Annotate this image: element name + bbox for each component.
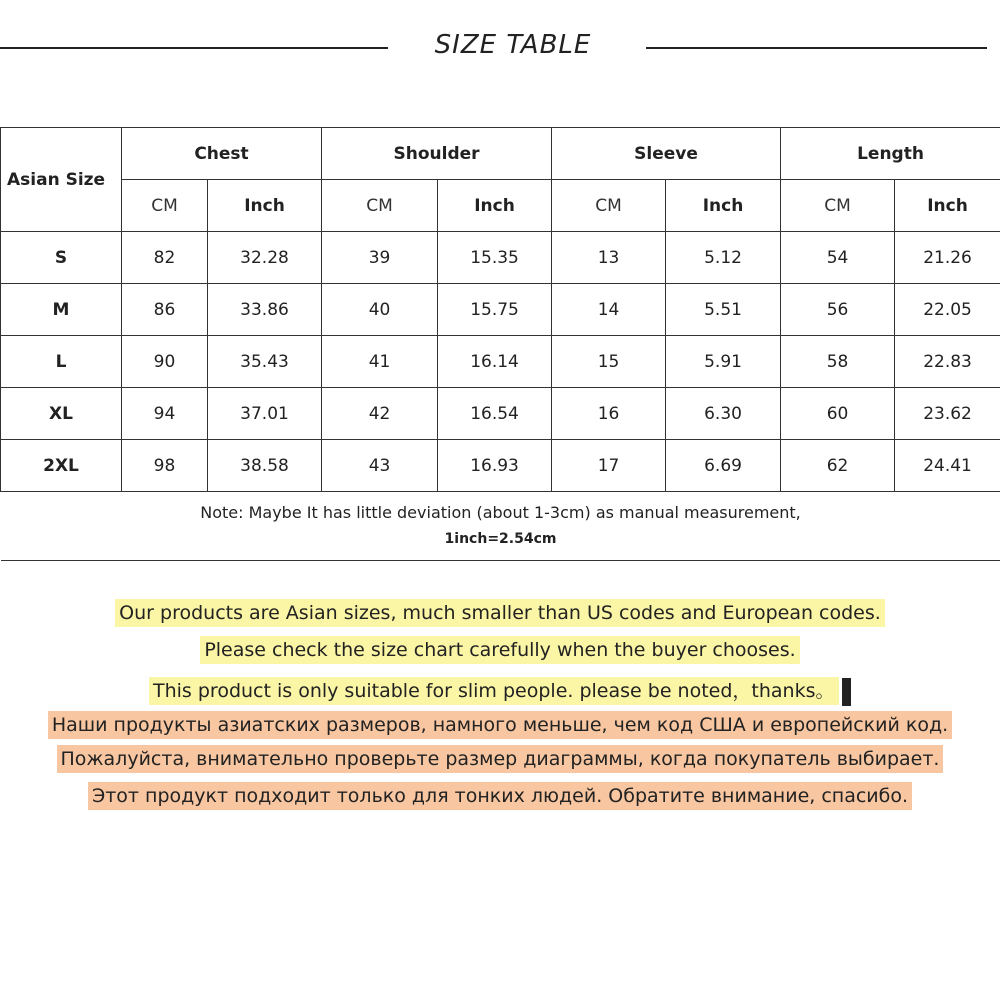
table-note-row (1, 492, 1000, 561)
measurement-cell: 14 (552, 284, 666, 336)
unit-header: Inch (208, 180, 322, 232)
size-label: M (1, 284, 122, 336)
notice-en-1: Our products are Asian sizes, much smaller than US codes and European codes. (0, 602, 1000, 624)
size-label: S (1, 232, 122, 284)
measurement-cell: 16.93 (438, 440, 552, 492)
table-header-groups (1, 128, 1000, 180)
asian-size-header: Asian Size (1, 128, 122, 232)
measurement-cell: 5.51 (666, 284, 781, 336)
size-label: 2XL (1, 440, 122, 492)
table-row (1, 284, 1000, 336)
note-line-1: Note: Maybe It has little deviation (about 1-3cm) as manual measurement, (200, 503, 801, 522)
unit-header: Inch (666, 180, 781, 232)
measurement-cell: 22.05 (895, 284, 1000, 336)
table-note (1, 492, 1000, 561)
unit-header: CM (322, 180, 438, 232)
measurement-cell: 37.01 (208, 388, 322, 440)
unit-header: Inch (438, 180, 552, 232)
table-row (1, 440, 1000, 492)
measurement-cell: 17 (552, 440, 666, 492)
measurement-cell: 21.26 (895, 232, 1000, 284)
measurement-cell: 16.14 (438, 336, 552, 388)
measurement-cell: 94 (122, 388, 208, 440)
unit-header: CM (122, 180, 208, 232)
measurement-cell: 82 (122, 232, 208, 284)
measurement-cell: 6.30 (666, 388, 781, 440)
measurement-cell: 60 (781, 388, 895, 440)
measurement-cell: 98 (122, 440, 208, 492)
measurement-cell: 42 (322, 388, 438, 440)
group-header-chest: Chest (122, 128, 322, 180)
measurement-cell: 15.75 (438, 284, 552, 336)
measurement-cell: 41 (322, 336, 438, 388)
measurement-cell: 15 (552, 336, 666, 388)
measurement-cell: 32.28 (208, 232, 322, 284)
measurement-cell: 16 (552, 388, 666, 440)
measurement-cell: 22.83 (895, 336, 1000, 388)
measurement-cell: 40 (322, 284, 438, 336)
notice-ru-3: Этот продукт подходит только для тонких людей. Обратите внимание, спасибо. (0, 785, 1000, 807)
measurement-cell: 5.12 (666, 232, 781, 284)
table-row (1, 336, 1000, 388)
measurement-cell: 54 (781, 232, 895, 284)
text-cursor (842, 678, 852, 706)
page-title: SIZE TABLE (434, 30, 592, 60)
measurement-cell: 62 (781, 440, 895, 492)
notice-en-3: This product is only suitable for slim people. please be noted，thanks。 (0, 676, 1000, 706)
notice-ru-2: Пожалуйста, внимательно проверьте размер диаграммы, когда покупатель выбирает. (0, 748, 1000, 770)
measurement-cell: 13 (552, 232, 666, 284)
size-label: L (1, 336, 122, 388)
size-table (0, 127, 1000, 561)
measurement-cell: 35.43 (208, 336, 322, 388)
unit-header: Inch (895, 180, 1000, 232)
group-header-shoulder: Shoulder (322, 128, 552, 180)
unit-header: CM (781, 180, 895, 232)
measurement-cell: 43 (322, 440, 438, 492)
measurement-cell: 33.86 (208, 284, 322, 336)
unit-header: CM (552, 180, 666, 232)
measurement-cell: 39 (322, 232, 438, 284)
measurement-cell: 86 (122, 284, 208, 336)
notice-ru-1: Наши продукты азиатских размеров, намного меньше, чем код США и европейский код. (0, 714, 1000, 736)
notice-en-2: Please check the size chart carefully when the buyer chooses. (0, 639, 1000, 661)
title-rule-right (646, 47, 987, 49)
measurement-cell: 90 (122, 336, 208, 388)
measurement-cell: 16.54 (438, 388, 552, 440)
table-row (1, 232, 1000, 284)
measurement-cell: 23.62 (895, 388, 1000, 440)
measurement-cell: 58 (781, 336, 895, 388)
size-label: XL (1, 388, 122, 440)
table-row (1, 388, 1000, 440)
note-line-2: 1inch=2.54cm (444, 531, 557, 547)
measurement-cell: 56 (781, 284, 895, 336)
measurement-cell: 5.91 (666, 336, 781, 388)
measurement-cell: 15.35 (438, 232, 552, 284)
table-header-units (1, 180, 1000, 232)
group-header-sleeve: Sleeve (552, 128, 781, 180)
group-header-length: Length (781, 128, 1000, 180)
title-rule-left (0, 47, 388, 49)
measurement-cell: 6.69 (666, 440, 781, 492)
measurement-cell: 24.41 (895, 440, 1000, 492)
measurement-cell: 38.58 (208, 440, 322, 492)
